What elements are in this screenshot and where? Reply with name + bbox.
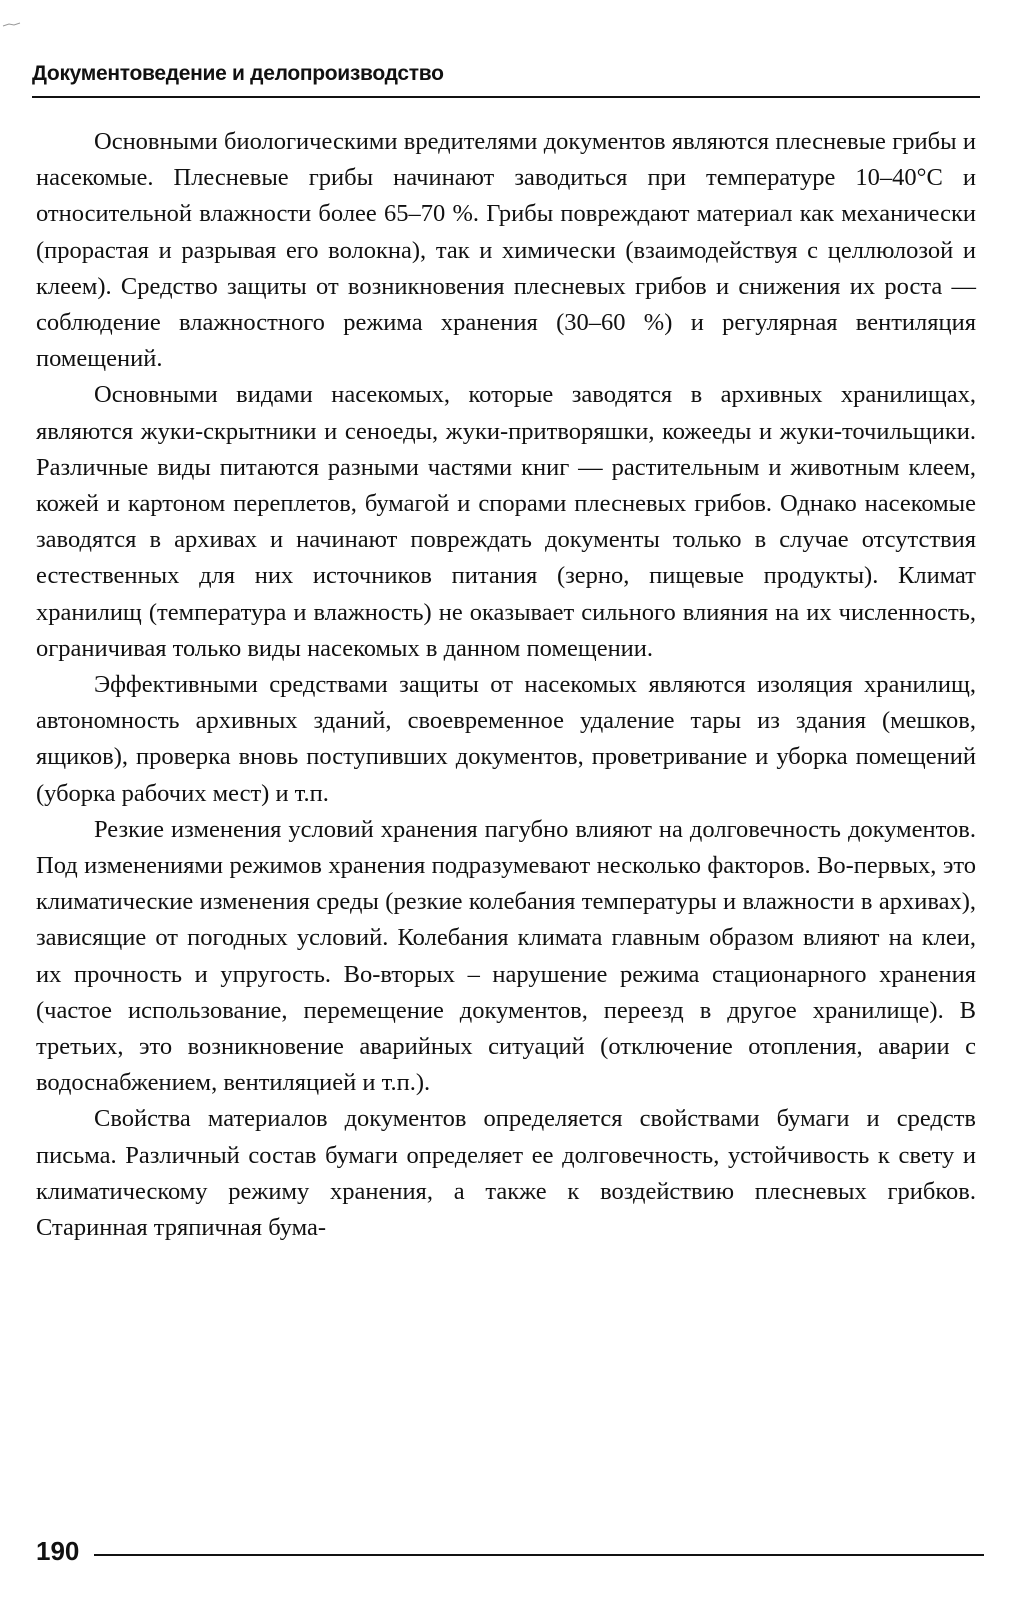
- header-rule: [32, 96, 980, 98]
- footer-rule: [94, 1554, 984, 1556]
- paragraph-insect-protection: Эффективными средствами защиты от насекомых являются изоляция хранилищ, автономность архивных зданий, своевременное удаление тары из здания (мешков, ящиков), проверка вновь поступивших документов, проветривание и уборка помещений (уборка рабочих мест) и т.п.: [36, 671, 976, 807]
- running-header-title: Документоведение и делопроизводство: [32, 62, 444, 85]
- paragraph-biological-pests: Основными биологическими вредителями документов являются плесневые грибы и насекомые. Плесневые грибы начинают заводиться при температуре 10–40°С и относительной влажности более 65–70 %. Грибы повреждают материал как механически (прорастая и разрывая его волокна), так и химически (взаимодействуя с целлюлозой и клеем). Средство защиты от возникновения плесневых грибов и снижения их роста — соблюдение влажностного режима хранения (30–60 %) и регулярная вентиляция помещений.: [36, 128, 976, 373]
- body-text: [36, 124, 976, 1246]
- scan-artifact-mark: [2, 20, 26, 26]
- paragraph-material-properties: Свойства материалов документов определяется свойствами бумаги и средств письма. Различный состав бумаги определяет ее долговечность, устойчивость к свету и климатическому режиму хранения, а также к воздействию плесневых грибков. Старинная тряпичная бума-: [36, 1105, 976, 1242]
- page-number: 190: [36, 1536, 80, 1566]
- paragraph-storage-changes: Резкие изменения условий хранения пагубно влияют на долговечность документов. Под изменениями режимов хранения подразумевают несколько факторов. Во-первых, это климатические изменения среды (резкие колебания температуры и влажности в архивах), зависящие от погодных условий. Колебания климата главным образом влияют на клеи, их прочность и упругость. Во-вторых – нарушение режима стационарного хранения (частое использование, перемещение документов, переезд в другое хранилище). В третьих, это возникновение аварийных ситуаций (отключение отопления, аварии с водоснабжением, вентиляцией и т.п.).: [36, 815, 976, 1097]
- scan-artifact-icon: [2, 22, 26, 28]
- paragraph-insect-types: Основными видами насекомых, которые заводятся в архивных хранилищах, являются жуки-скрытники и сеноеды, жуки-притворяшки, кожееды и жуки-точильщики. Различные виды питаются разными частями книг — растительным и животным клеем, кожей и картоном переплетов, бумагой и спорами плесневых грибов. Однако насекомые заводятся в архивах и начинают повреждать документы только в случае отсутствия естественных для них источников питания (зерно, пищевые продукты). Климат хранилищ (температура и влажность) не оказывает сильного влияния на их численность, ограничивая только виды насекомых в данном помещении.: [36, 381, 976, 662]
- page-footer: [36, 1536, 986, 1572]
